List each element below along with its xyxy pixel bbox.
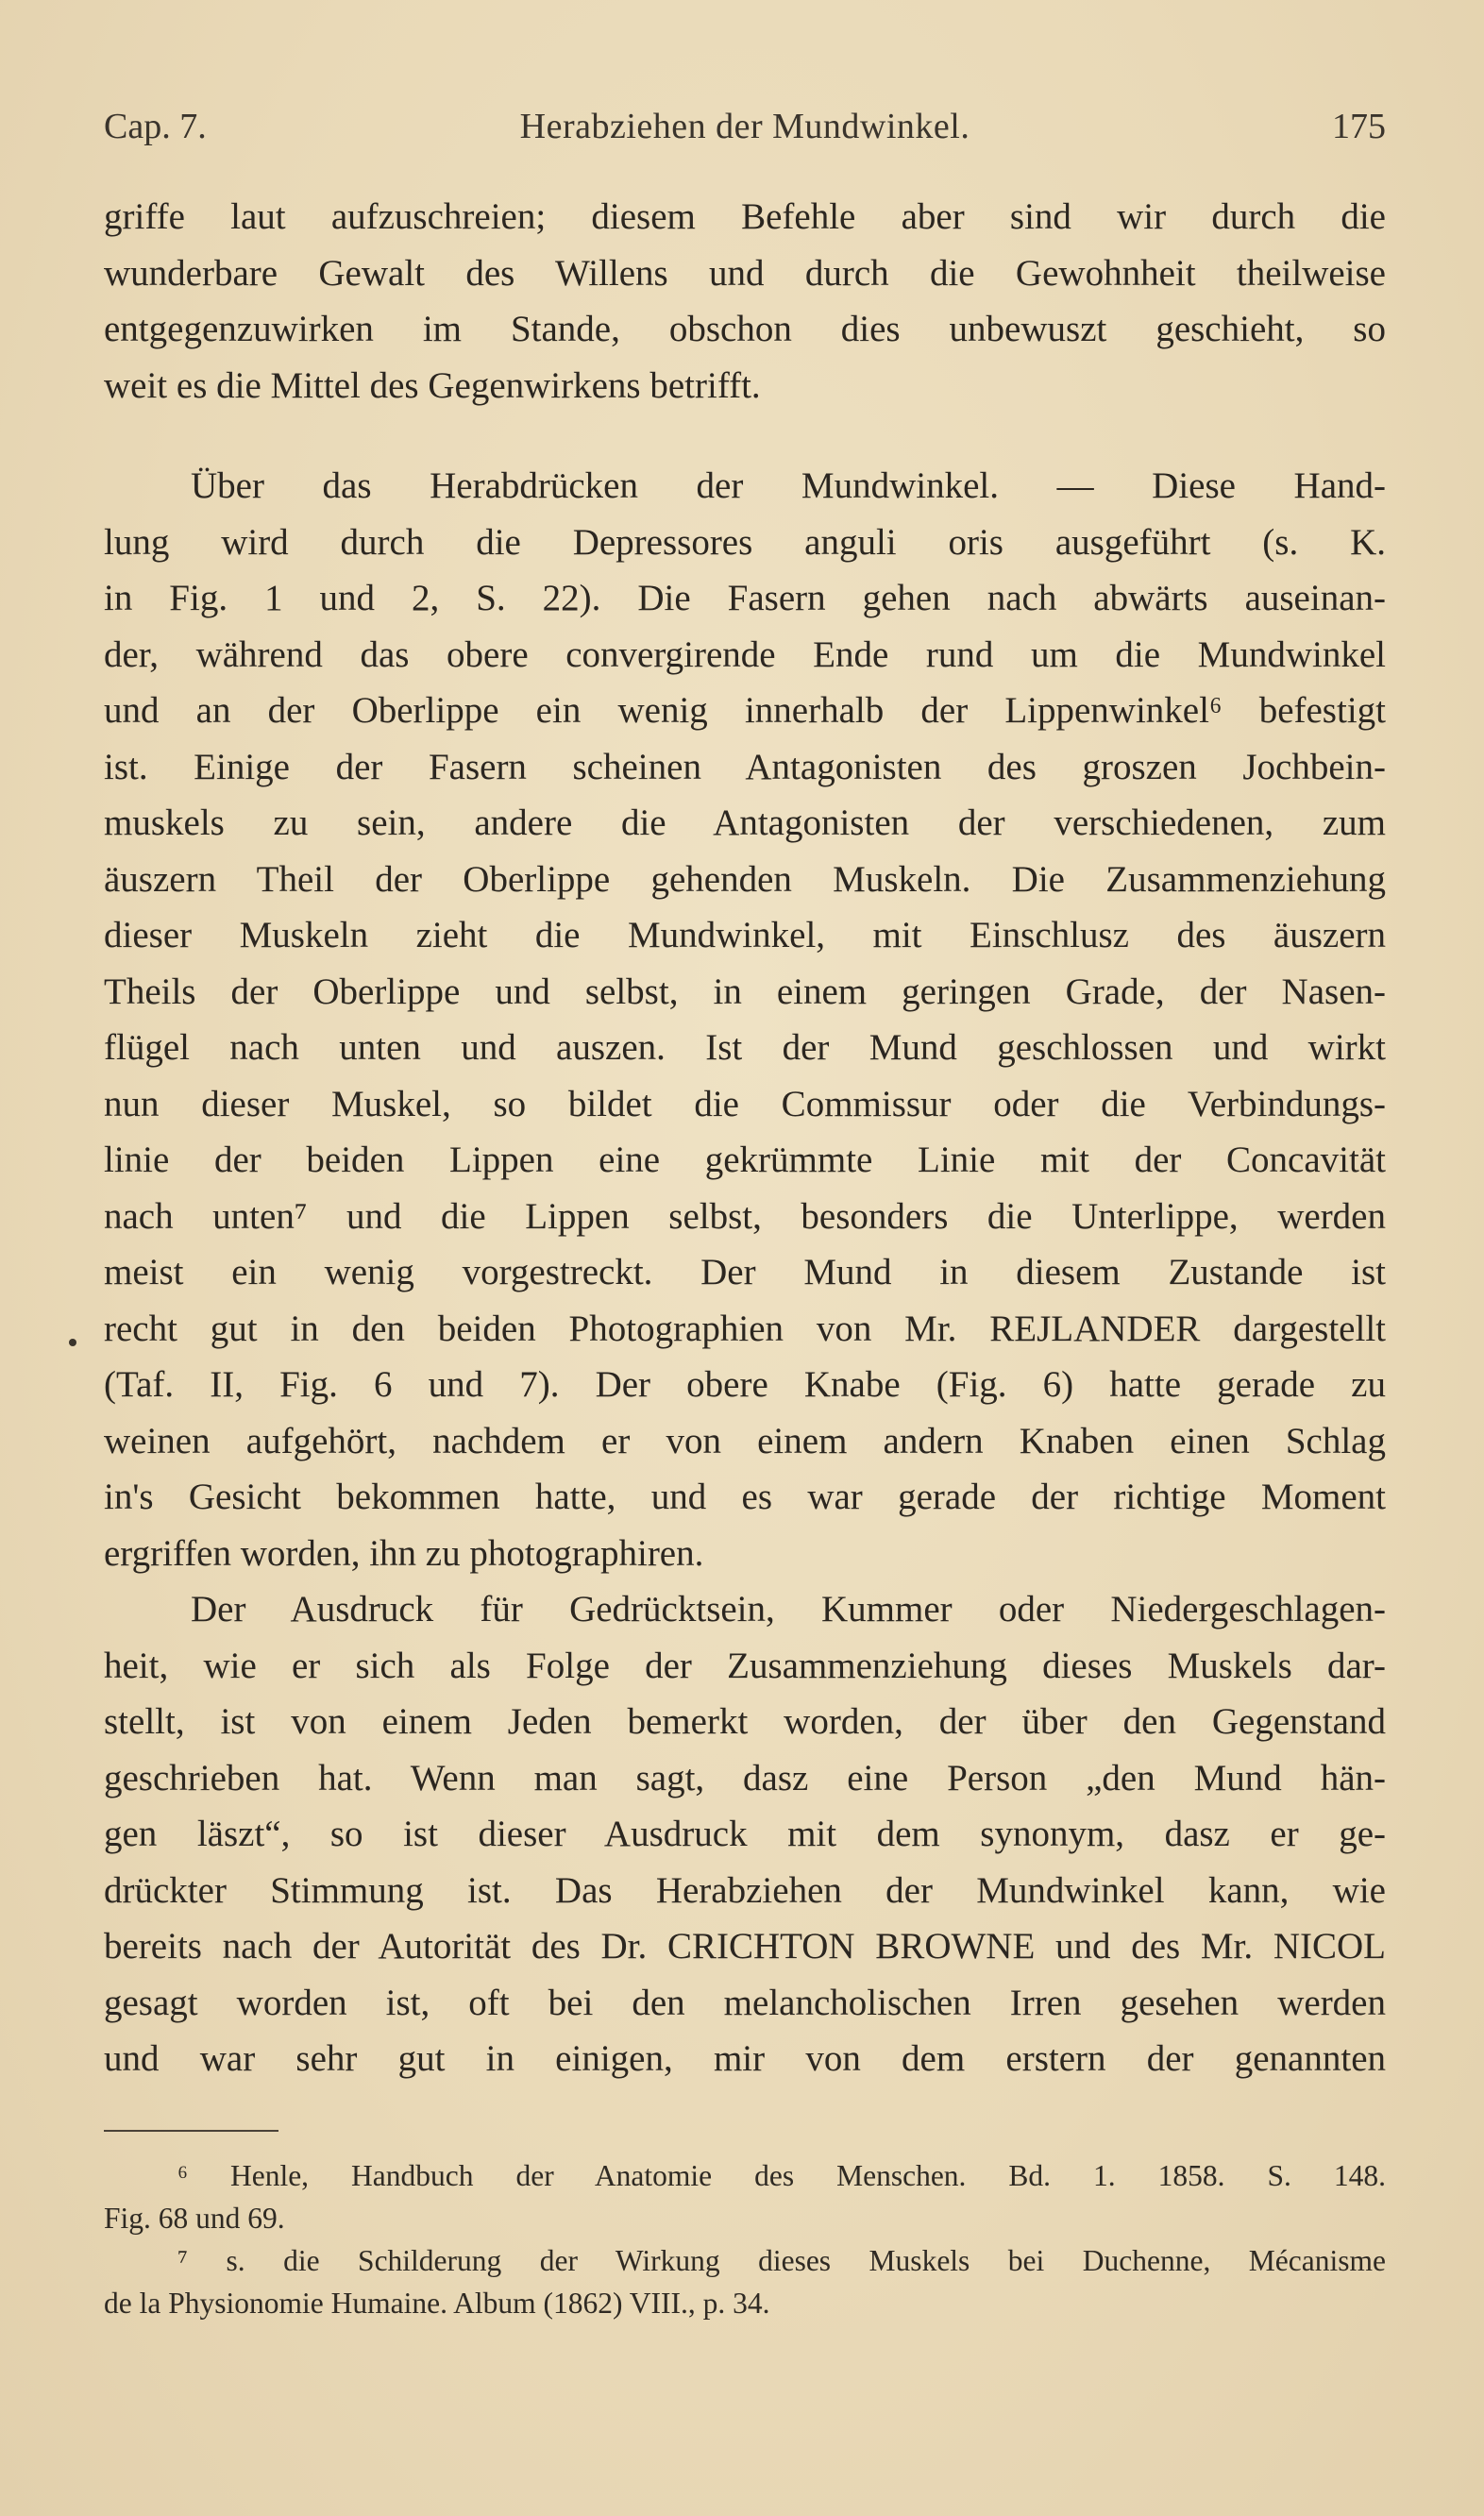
text-line: lung wird durch die Depressores anguli oris ausgeführt (s. K. bbox=[104, 521, 1386, 563]
text-line: bereits nach der Autorität des Dr. CRICHTON BROWNE und des Mr. NICOL bbox=[104, 1926, 1386, 1967]
footnote-line: Fig. 68 und 69. bbox=[104, 2202, 285, 2235]
body-text bbox=[104, 189, 1386, 2087]
footnote-line: de la Physionomie Humaine. Album (1862) VIII., p. 34. bbox=[104, 2287, 770, 2320]
text-line: äuszern Theil der Oberlippe gehenden Muskeln. Die Zusammenziehung bbox=[104, 858, 1386, 900]
text-line: drückter Stimmung ist. Das Herabziehen der Mundwinkel kann, wie bbox=[104, 1869, 1386, 1911]
paragraph-gap bbox=[104, 414, 1386, 458]
text-line: geschrieben hat. Wenn man sagt, dasz eine Person „den Mund hän- bbox=[104, 1757, 1386, 1798]
text-line: (Taf. II, Fig. 6 und 7). Der obere Knabe (Fig. 6) hatte gerade zu bbox=[104, 1364, 1386, 1405]
text-line: nun dieser Muskel, so bildet die Commissur oder die Verbindungs- bbox=[104, 1083, 1386, 1124]
text-line: weit es die Mittel des Gegenwirkens betrifft. bbox=[104, 364, 761, 406]
page-number: 175 bbox=[1332, 107, 1386, 146]
footnotes bbox=[104, 2154, 1386, 2324]
footnote-line: ⁶ Henle, Handbuch der Anatomie des Menschen. Bd. 1. 1858. S. 148. bbox=[177, 2159, 1386, 2192]
text-line: ist. Einige der Fasern scheinen Antagonisten des groszen Jochbein- bbox=[104, 746, 1386, 787]
text-line: nach unten⁷ und die Lippen selbst, besonders die Unterlippe, werden bbox=[104, 1195, 1386, 1237]
text-line: stellt, ist von einem Jeden bemerkt worden, der über den Gegenstand bbox=[104, 1701, 1386, 1742]
text-line: und an der Oberlippe ein wenig innerhalb der Lippenwinkel⁶ befestigt bbox=[104, 690, 1386, 731]
text-line: weinen aufgehört, nachdem er von einem andern Knaben einen Schlag bbox=[104, 1420, 1386, 1461]
text-line: heit, wie er sich als Folge der Zusammenziehung dieses Muskels dar- bbox=[104, 1645, 1386, 1686]
text-line: dieser Muskeln zieht die Mundwinkel, mit Einschlusz des äuszern bbox=[104, 915, 1386, 955]
footnote-line: ⁷ s. die Schilderung der Wirkung dieses Muskels bei Duchenne, Mécanisme bbox=[177, 2244, 1386, 2277]
running-header bbox=[104, 106, 1386, 153]
text-line: meist ein wenig vorgestreckt. Der Mund in diesem Zustande ist bbox=[104, 1252, 1386, 1292]
text-line: linie der beiden Lippen eine gekrümmte Linie mit der Concavität bbox=[104, 1140, 1386, 1180]
text-line: der, während das obere convergirende Ende rund um die Mundwinkel bbox=[104, 633, 1386, 675]
footnote-divider bbox=[104, 2130, 278, 2132]
text-line: wunderbare Gewalt des Willens und durch die Gewohnheit theilweise bbox=[104, 252, 1386, 294]
text-line: Der Ausdruck für Gedrücktsein, Kummer oder Niedergeschlagen- bbox=[191, 1589, 1386, 1629]
running-title: Herabziehen der Mundwinkel. bbox=[519, 107, 970, 146]
text-line: muskels zu sein, andere die Antagonisten der verschiedenen, zum bbox=[104, 802, 1386, 843]
text-line: in's Gesicht bekommen hatte, und es war gerade der richtige Moment bbox=[104, 1477, 1386, 1517]
text-line: in Fig. 1 und 2, S. 22). Die Fasern gehen nach abwärts auseinan- bbox=[104, 578, 1386, 618]
text-line: gesagt worden ist, oft bei den melancholischen Irren gesehen werden bbox=[104, 1982, 1386, 2023]
text-line: und war sehr gut in einigen, mir von dem erstern der genannten bbox=[104, 2038, 1386, 2079]
text-line: recht gut in den beiden Photographien von Mr. REJLANDER dargestellt bbox=[104, 1308, 1386, 1349]
text-line: entgegenzuwirken im Stande, obschon dies unbewuszt geschieht, so bbox=[104, 309, 1386, 349]
text-line: Theils der Oberlippe und selbst, in einem geringen Grade, der Nasen- bbox=[104, 971, 1386, 1012]
text-line: ergriffen worden, ihn zu photographiren. bbox=[104, 1532, 704, 1574]
text-line: flügel nach unten und auszen. Ist der Mund geschlossen und wirkt bbox=[104, 1027, 1386, 1068]
margin-dot bbox=[69, 1339, 76, 1346]
text-line: gen läszt“, so ist dieser Ausdruck mit dem synonym, dasz er ge- bbox=[104, 1814, 1386, 1854]
text-line: griffe laut aufzuschreien; diesem Befehle aber sind wir durch die bbox=[104, 196, 1386, 237]
chapter-label: Cap. 7. bbox=[104, 107, 207, 146]
text-line: Über das Herabdrücken der Mundwinkel. — Diese Hand- bbox=[191, 465, 1386, 506]
